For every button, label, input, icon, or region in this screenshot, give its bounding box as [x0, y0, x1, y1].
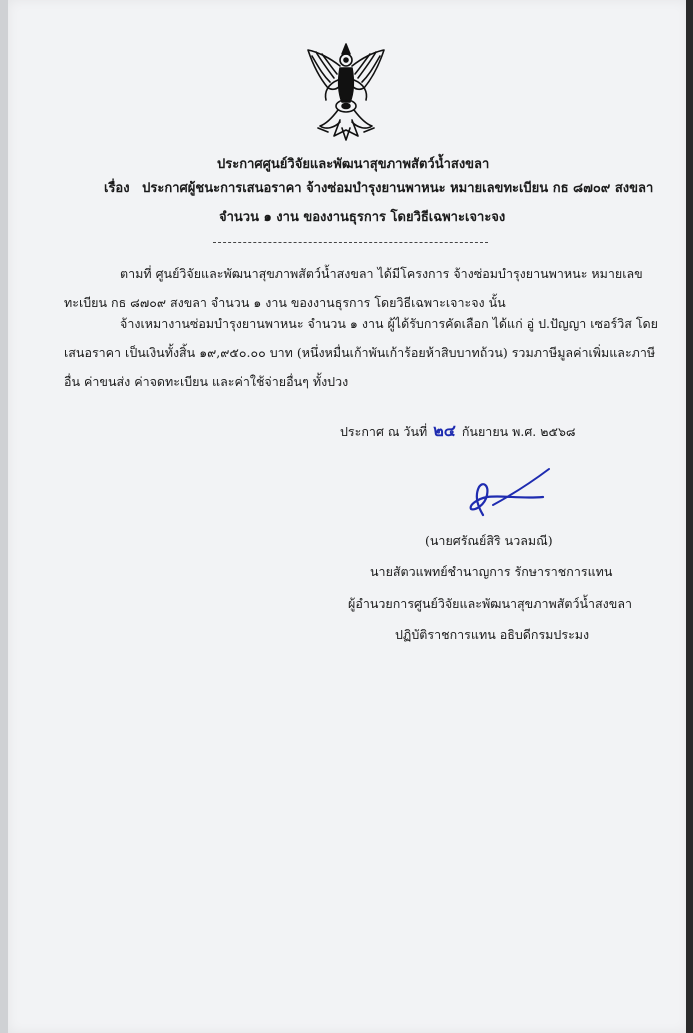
- date-day: ๒๔: [433, 421, 456, 440]
- signer-position-2: ผู้อำนวยการศูนย์วิจัยและพัฒนาสุขภาพสัตว์น้ำสงขลา: [348, 596, 632, 611]
- announcement-date: [340, 419, 576, 444]
- paragraph-1-line-2: ทะเบียน กธ ๘๗๐๙ สงขลา จำนวน ๑ งาน ของงานธุรการ โดยวิธีเฉพาะเจาะจง นั้น: [64, 295, 506, 310]
- subject-line: [104, 177, 653, 198]
- subject-text: ประกาศผู้ชนะการเสนอราคา จ้างซ่อมบำรุงยานพาหนะ หมายเลขทะเบียน กธ ๘๗๐๙ สงขลา: [142, 181, 654, 196]
- signer-position-3: ปฏิบัติราชการแทน อธิบดีกรมประมง: [395, 627, 590, 642]
- paragraph-2-line-3: อื่น ค่าขนส่ง ค่าจดทะเบียน และค่าใช้จ่ายอื่นๆ ทั้งปวง: [64, 374, 349, 389]
- signer-position-1: นายสัตวแพทย์ชำนาญการ รักษาราชการแทน: [370, 564, 613, 579]
- document-page: [8, 0, 688, 1033]
- paragraph-2-line-2: เสนอราคา เป็นเงินทั้งสิ้น ๑๙,๙๕๐.๐๐ บาท (หนึ่งหมื่นเก้าพันเก้าร้อยห้าสิบบาทถ้วน) รวมภาษีมูลค่าเพิ่มและภาษี: [64, 345, 656, 360]
- header-divider: [213, 242, 488, 243]
- subject-line-2: จำนวน ๑ งาน ของงานธุรการ โดยวิธีเฉพาะเจาะจง: [219, 210, 506, 225]
- date-suffix: กันยายน พ.ศ. ๒๕๖๘: [461, 424, 576, 439]
- handwritten-signature: [463, 465, 558, 517]
- announcement-title: ประกาศศูนย์วิจัยและพัฒนาสุขภาพสัตว์น้ำสงขลา: [217, 157, 490, 172]
- subject-label: เรื่อง: [104, 181, 130, 196]
- paragraph-1-line-1: ตามที่ ศูนย์วิจัยและพัฒนาสุขภาพสัตว์น้ำสงขลา ได้มีโครงการ จ้างซ่อมบำรุงยานพาหนะ หมายเลข: [120, 266, 643, 281]
- signer-name: (นายศรัณย์สิริ นวลมณี): [425, 533, 553, 548]
- scan-edge: [686, 0, 693, 1033]
- garuda-emblem-icon: [304, 40, 388, 144]
- date-prefix: ประกาศ ณ วันที่: [340, 424, 428, 439]
- paragraph-2-line-1: จ้างเหมางานซ่อมบำรุงยานพาหนะ จำนวน ๑ งาน ผู้ได้รับการคัดเลือก ได้แก่ อู่ ป.ปัญญา เซอร์วิส โดย: [120, 316, 658, 331]
